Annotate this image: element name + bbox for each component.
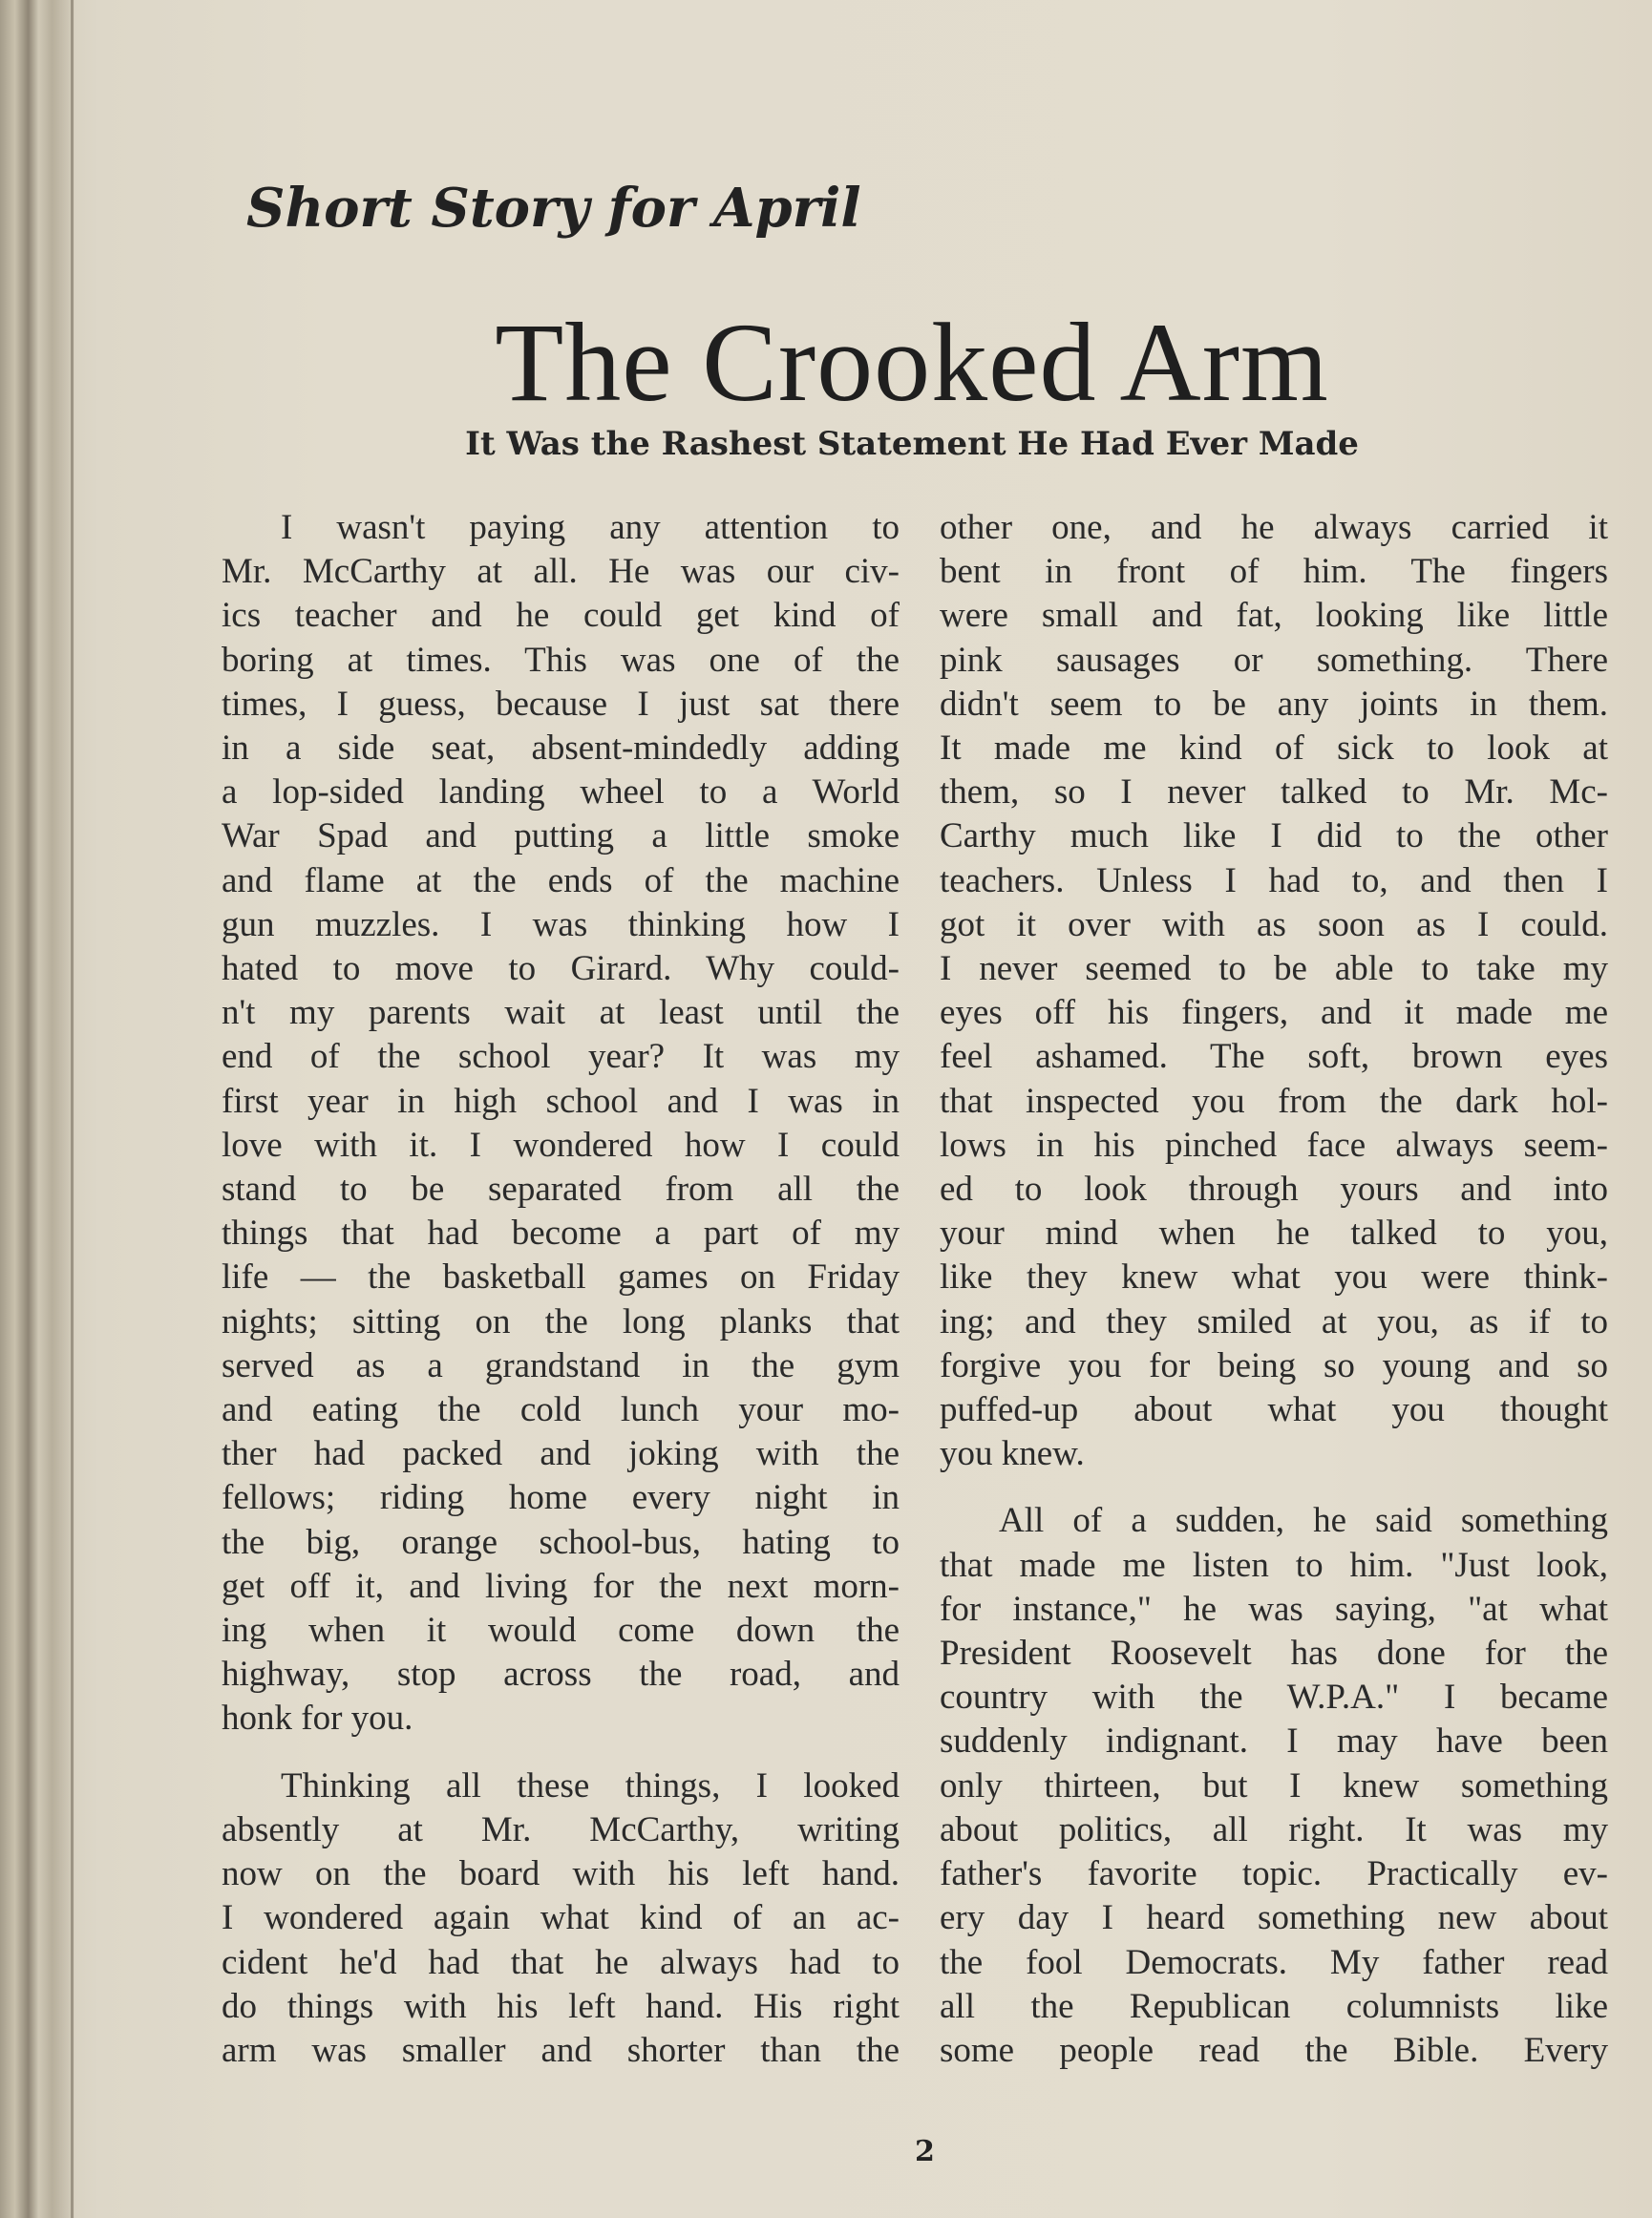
text-line: honk for you.	[222, 1699, 413, 1739]
text-line: absently at Mr. McCarthy, writing	[222, 1809, 900, 1849]
text-line: for instance," he was saying, "at what	[940, 1589, 1608, 1629]
text-line: gun muzzles. I was thinking how I	[222, 904, 900, 944]
text-line: served as a grandstand in the gym	[222, 1345, 900, 1385]
text-line: the fool Democrats. My father read	[940, 1942, 1608, 1982]
text-line: stand to be separated from all the	[222, 1170, 900, 1210]
text-line: now on the board with his left hand.	[222, 1854, 900, 1894]
text-line: didn't seem to be any joints in them.	[940, 684, 1608, 724]
text-line: country with the W.P.A." I became	[940, 1678, 1608, 1718]
text-line: times, I guess, because I just sat there	[222, 684, 900, 724]
text-line: eyes off his fingers, and it made me	[940, 993, 1608, 1033]
text-line: teachers. Unless I had to, and then I	[940, 860, 1608, 900]
text-line: about politics, all right. It was my	[940, 1809, 1608, 1849]
text-line: bent in front of him. The fingers	[940, 552, 1608, 592]
text-line: puffed-up about what you thought	[940, 1390, 1608, 1430]
text-line: you knew.	[940, 1434, 1085, 1474]
text-line: the big, orange school-bus, hating to	[222, 1522, 900, 1562]
text-line: I never seemed to be able to take my	[940, 949, 1608, 989]
text-line: I wondered again what kind of an ac-	[222, 1898, 900, 1938]
text-line: got it over with as soon as I could.	[940, 904, 1608, 944]
text-line: do things with his left hand. His right	[222, 1986, 900, 2026]
text-line: forgive you for being so young and so	[940, 1345, 1608, 1385]
text-line: get off it, and living for the next morn-	[222, 1566, 900, 1606]
right-text-column	[940, 506, 1608, 2073]
text-line: father's favorite topic. Practically ev-	[940, 1854, 1608, 1894]
paragraph	[222, 506, 900, 1742]
section-kicker: Short Story for April	[246, 177, 861, 240]
text-line: love with it. I wondered how I could	[222, 1125, 900, 1165]
text-line: first year in high school and I was in	[222, 1081, 900, 1121]
text-line: some people read the Bible. Every	[940, 2030, 1608, 2070]
text-line: other one, and he always carried it	[940, 508, 1608, 547]
text-line: ery day I heard something new about	[940, 1898, 1608, 1938]
text-line: fellows; riding home every night in	[222, 1478, 900, 1518]
text-line: end of the school year? It was my	[222, 1037, 900, 1077]
text-line: All of a sudden, he said something	[999, 1501, 1608, 1541]
text-line: lows in his pinched face always seem-	[940, 1125, 1608, 1165]
page-number: 2	[915, 2135, 935, 2168]
text-line: n't my parents wait at least until the	[222, 993, 900, 1033]
left-text-column	[222, 506, 900, 2073]
text-line: life — the basketball games on Friday	[222, 1257, 900, 1298]
text-line: ed to look through yours and into	[940, 1170, 1608, 1210]
text-line: and eating the cold lunch your mo-	[222, 1390, 900, 1430]
text-line: boring at times. This was one of the	[222, 640, 900, 680]
text-line: Thinking all these things, I looked	[281, 1765, 900, 1806]
text-line: things that had become a part of my	[222, 1214, 900, 1254]
paragraph	[940, 506, 1608, 1476]
text-line: cident he'd had that he always had to	[222, 1942, 900, 1982]
text-line: War Spad and putting a little smoke	[222, 816, 900, 856]
text-line: ing; and they smiled at you, as if to	[940, 1301, 1608, 1341]
text-line: that made me listen to him. "Just look,	[940, 1545, 1608, 1585]
text-line: your mind when he talked to you,	[940, 1214, 1608, 1254]
text-line: It made me kind of sick to look at	[940, 729, 1608, 769]
text-line: were small and fat, looking like little	[940, 596, 1608, 636]
paragraph-gap	[222, 1742, 900, 1764]
text-line: in a side seat, absent-mindedly adding	[222, 729, 900, 769]
paragraph	[940, 1499, 1608, 2073]
text-line: suddenly indignant. I may have been	[940, 1722, 1608, 1762]
text-line: that inspected you from the dark hol-	[940, 1081, 1608, 1121]
story-title: The Crooked Arm	[495, 300, 1329, 425]
text-line: President Roosevelt has done for the	[940, 1634, 1608, 1674]
text-line: hated to move to Girard. Why could-	[222, 949, 900, 989]
text-line: I wasn't paying any attention to	[281, 508, 900, 547]
text-line: Carthy much like I did to the other	[940, 816, 1608, 856]
text-line: ics teacher and he could get kind of	[222, 596, 900, 636]
text-line: only thirteen, but I knew something	[940, 1765, 1608, 1806]
text-line: all the Republican columnists like	[940, 1986, 1608, 2026]
text-line: ther had packed and joking with the	[222, 1434, 900, 1474]
text-line: them, so I never talked to Mr. Mc-	[940, 772, 1608, 813]
text-line: pink sausages or something. There	[940, 640, 1608, 680]
text-line: arm was smaller and shorter than the	[222, 2030, 900, 2070]
paragraph	[222, 1764, 900, 2073]
text-line: Mr. McCarthy at all. He was our civ-	[222, 552, 900, 592]
story-subtitle: It Was the Rashest Statement He Had Ever Made	[465, 425, 1359, 463]
text-line: a lop-sided landing wheel to a World	[222, 772, 900, 813]
text-line: nights; sitting on the long planks that	[222, 1301, 900, 1341]
paragraph-gap	[940, 1476, 1608, 1499]
text-line: like they knew what you were think-	[940, 1257, 1608, 1298]
text-line: and flame at the ends of the machine	[222, 860, 900, 900]
text-line: highway, stop across the road, and	[222, 1655, 900, 1695]
text-line: feel ashamed. The soft, brown eyes	[940, 1037, 1608, 1077]
text-line: ing when it would come down the	[222, 1611, 900, 1651]
